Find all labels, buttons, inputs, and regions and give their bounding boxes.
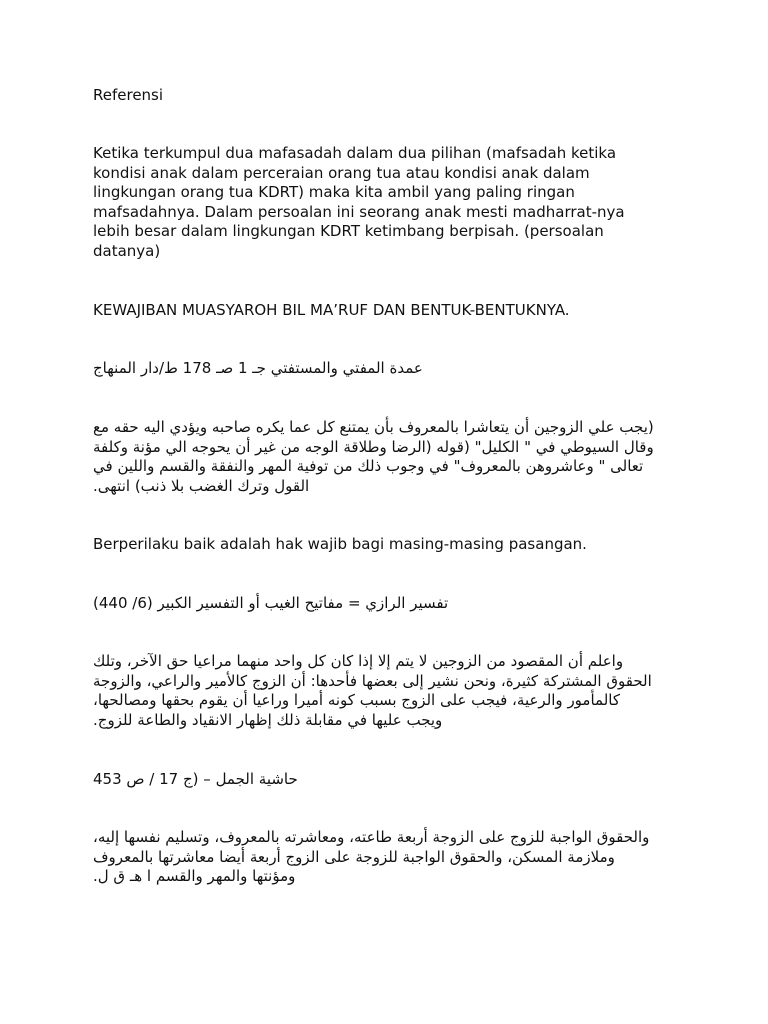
source-umdatul-mufti [93, 359, 683, 379]
arabic-line: (يجب علي الزوجين أن يتعاشرا بالمعروف بأن يمتنع كل عما يكره صاحبه ويؤدي اليه حقه مع [93, 418, 654, 436]
arabic-line: وقال السيوطي في " الكليل" (قوله (الرضا وطلاقة الوجه من غير أن يحوجه الي مؤنة وكلفة [93, 437, 654, 456]
paragraph-line: datanya) [93, 241, 161, 260]
paragraph-line: mafsadahnya. Dalam persoalan ini seorang anak mesti madharrat-nya [93, 202, 625, 221]
arabic-line: والحقوق الواجبة للزوج على الزوجة أربعة طاعته، ومعاشرته بالمعروف، وتسليم نفسها إليه، [93, 828, 650, 846]
paragraph-line: Ketika terkumpul dua mafasadah dalam dua pilihan (mafsadah ketika [93, 144, 617, 162]
arabic-line: ومؤنتها والمهر والقسم ا هـ ق ل. [93, 867, 296, 886]
arabic-quote-2 [93, 652, 683, 730]
arabic-line: الحقوق المشتركة كثيرة، ونحن نشير إلى بعضها فأحدها: أن الزوج كالأمير والراعي، والزوجة [93, 671, 652, 690]
arabic-line: كالمأمور والرعية، فيجب على الزوج بسبب كونه أميرا وراعيا أن يقوم بحقها ومصالحها، [93, 691, 620, 710]
paragraph-line: lebih besar dalam lingkungan KDRT ketimbang berpisah. (persoalan [93, 222, 604, 241]
source-text: عمدة المفتي والمستفتي جـ 1 صـ 178 ط/دار المنهاج [93, 359, 423, 377]
paragraph-line: lingkungan orang tua KDRT) maka kita ambil yang paling ringan [93, 183, 575, 202]
paragraph-intro [93, 144, 683, 262]
section-title [93, 301, 683, 321]
heading-referensi [93, 86, 683, 106]
source-text: تفسير الرازي = مفاتيح الغيب أو التفسير الكبير (6/ 440) [93, 594, 449, 612]
paragraph-line: kondisi anak dalam perceraian orang tua atau kondisi anak dalam [93, 163, 590, 182]
arabic-line: واعلم أن المقصود من الزوجين لا يتم إلا إذا كان كل واحد منهما مراعيا حق الآخر، وتلك [93, 652, 624, 670]
arabic-line: تعالى " وعاشروهن بالمعروف" في وجوب ذلك من توفية المهر والنفقة والقسم واللين في [93, 457, 644, 476]
section-title-text: KEWAJIBAN MUASYAROH BIL MA’RUF DAN BENTUK-BENTUKNYA. [93, 301, 570, 319]
arabic-line: ويجب عليها في مقابلة ذلك إظهار الانقياد والطاعة للزوج. [93, 710, 443, 729]
arabic-line: وملازمة المسكن، والحقوق الواجبة للزوجة على الزوج أربعة أيضا معاشرتها بالمعروف [93, 847, 615, 866]
arabic-line: القول وترك الغضب بلا ذنب) انتهى. [93, 476, 310, 495]
arabic-quote-3 [93, 828, 683, 887]
source-text: حاشية الجمل – (ج 17 / ص 453 [93, 770, 298, 788]
paragraph-statement [93, 535, 683, 555]
arabic-quote-1 [93, 418, 683, 496]
paragraph-line: Berperilaku baik adalah hak wajib bagi masing-masing pasangan. [93, 535, 587, 553]
heading-text: Referensi [93, 86, 164, 104]
source-hasyiah-jamal [93, 770, 683, 790]
source-tafsir-razi [93, 594, 683, 614]
